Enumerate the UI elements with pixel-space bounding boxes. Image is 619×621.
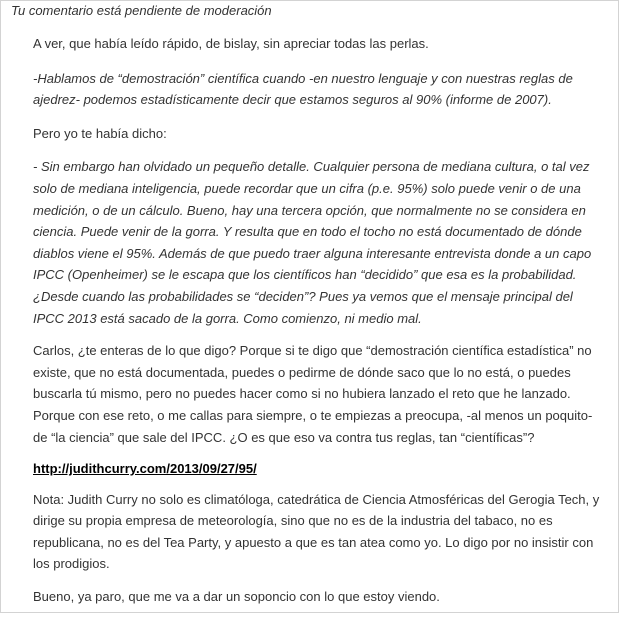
link-paragraph (33, 458, 605, 480)
comment-paragraph-intro: A ver, que había leído rápido, de bislay, sin apreciar todas las perlas. (33, 36, 429, 51)
comment-paragraph-nota: Nota: Judith Curry no solo es climatóloga, catedrática de Ciencia Atmosféricas del Gerogia Tech, y dirige su propia empresa de meteorología, sino que no es de la industria del tabaco, no es republicana, no es del Tea Party, y apuesto a que es tan atea como yo. Lo digo por no insistir con los prodigios. (33, 491, 600, 572)
judithcurry-link[interactable]: http://judithcurry.com/2013/09/27/95/ (33, 461, 257, 477)
quoted-paragraph-detalle: - Sin embargo han olvidado un pequeño detalle. Cualquier persona de mediana cultura, o tal vez solo de mediana inteligencia, puede recordar que un cifra (p.e. 95%) solo puede venir o de una medición, o de un cálculo. Bueno, hay una tercera opción, que normalmente no se considera en ciencia. Puede venir de la gorra. Y resulta que en todo el tocho no está documentado de dónde diablos viene el 95%. Además de que puedo traer alguna interesante entrevista donde a un capo IPCC (Openheimer) se le escapa que los científicos han “decidido” que esa es la probabilidad. ¿Desde cuando las probabilidades se “deciden”? Pues ya vemos que el mensaje principal del IPCC 2013 está sacado de la gorra. Como comienzo, ni medio mal. (33, 159, 592, 326)
comment-body (33, 33, 605, 621)
moderation-notice: Tu comentario está pendiente de moderación (11, 3, 272, 18)
comment-paragraph-carlos: Carlos, ¿te enteras de lo que digo? Porque si te digo que “demostración científica estadística” no existe, que no está documentada, puedes o pedirme de dónde saco que lo no está, o puedes buscarla tú mismo, pero no puedes hacer como si no hubiera lanzado el reto que he lanzado. Porque con ese reto, o me callas para siempre, o te empiezas a preocupa, -al menos un poquito- de “la ciencia” que sale del IPCC. ¿O es que eso va contra tus reglas, tan “científicas”? (33, 343, 593, 445)
comment-paragraph-closing: Bueno, ya paro, que me va a dar un soponcio con lo que estoy viendo. (33, 589, 440, 605)
comment-paragraph-dicho: Pero yo te había dicho: (33, 125, 167, 141)
quoted-paragraph-demostracion: -Hablamos de “demostración” científica cuando -en nuestro lenguaje y con nuestras reglas de ajedrez- podemos estadísticamente decir que estamos seguros al 90% (informe de 2007). (33, 70, 573, 108)
